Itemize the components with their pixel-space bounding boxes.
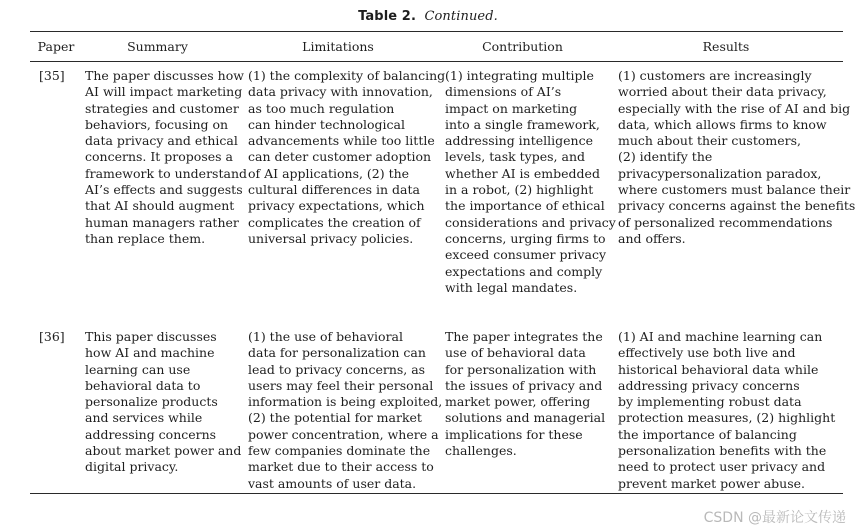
cell-line: AI will impact marketing	[85, 84, 243, 100]
cell-line: cultural differences in data	[248, 182, 420, 198]
cell-line: The paper discusses how	[85, 68, 244, 83]
cell-line: addressing privacy concerns	[618, 377, 800, 393]
cell-line: data privacy and ethical	[85, 133, 238, 149]
header-contribution: Contribution	[482, 39, 563, 54]
cell-line: (2) the potential for market	[248, 410, 422, 426]
cell-line: of AI applications, (2) the	[248, 165, 410, 181]
cell-line: AI’s effects and suggests	[85, 182, 243, 198]
cell-line: into a single framework,	[445, 116, 600, 132]
cell-line: protection measures, (2) highlight	[618, 410, 836, 426]
cell-line: need to protect user privacy and	[618, 459, 826, 475]
row-2-results	[618, 329, 835, 492]
cell-line: implications for these	[445, 426, 583, 442]
cell-line: personalize products	[85, 394, 218, 410]
cell-line: that AI should augment	[85, 198, 235, 214]
cell-line: privacypersonalization paradox,	[618, 165, 822, 181]
cell-line: much about their customers,	[618, 133, 802, 149]
cell-line: prevent market power abuse.	[618, 475, 805, 491]
cell-line: (1) AI and machine learning can	[618, 329, 823, 344]
cell-line: data for personalization can	[248, 345, 426, 361]
cell-line: users may feel their personal	[248, 377, 434, 393]
cell-line: concerns. It proposes a	[85, 149, 233, 165]
cell-line: where customers must balance their	[618, 182, 851, 198]
cell-line: market due to their access to	[248, 459, 434, 475]
cell-line: universal privacy policies.	[248, 230, 414, 246]
row-2-contribution	[445, 329, 605, 459]
cell-line: as too much regulation	[248, 100, 395, 116]
watermark: CSDN @最新论文传递	[703, 510, 846, 526]
cell-line: than replace them.	[85, 230, 206, 246]
cell-line: especially with the rise of AI and big	[618, 100, 851, 116]
cell-line: (1) customers are increasingly	[618, 68, 812, 83]
cell-line: framework to understand	[85, 165, 247, 181]
header-results: Results	[702, 39, 750, 54]
cell-line: behavioral data to	[85, 377, 201, 393]
cell-line: information is being exploited,	[248, 394, 443, 410]
top-rule	[30, 31, 843, 32]
cell-line: by implementing robust data	[618, 394, 802, 410]
row-2-summary	[85, 329, 241, 476]
cell-line: privacy concerns against the benefits	[618, 198, 856, 214]
cell-line: personalization benefits with the	[618, 443, 827, 459]
cell-line: (1) integrating multiple	[445, 68, 594, 83]
cell-line: impact on marketing	[445, 100, 578, 116]
header-paper: Paper	[37, 39, 75, 54]
cell-line: learning can use	[85, 361, 191, 377]
table-continued: Continued.	[424, 9, 498, 24]
cell-line: challenges.	[445, 443, 517, 459]
cell-line: can deter customer adoption	[248, 149, 432, 165]
cell-line: the importance of balancing	[618, 426, 797, 442]
cell-line: few companies dominate the	[248, 443, 431, 459]
cell-line: (1) the complexity of balancing	[248, 68, 446, 83]
cell-line: (2) identify the	[618, 149, 713, 165]
cell-line: addressing concerns	[85, 426, 217, 442]
table-caption	[0, 9, 856, 24]
cell-line: use of behavioral data	[445, 345, 586, 361]
cell-line: about market power and	[85, 443, 242, 459]
cell-line: for personalization with	[445, 361, 597, 377]
cell-line: strategies and customer	[85, 100, 239, 116]
cell-line: digital privacy.	[85, 459, 179, 475]
cell-line: advancements while too little	[248, 133, 435, 149]
cell-line: with legal mandates.	[445, 279, 578, 295]
cell-line: (1) the use of behavioral	[248, 329, 403, 344]
cell-line: and offers.	[618, 230, 686, 246]
cell-line: can hinder technological	[248, 116, 405, 132]
cell-line: market power, offering	[445, 394, 591, 410]
cell-line: of personalized recommendations	[618, 214, 833, 230]
cell-line: concerns, urging firms to	[445, 230, 606, 246]
row-1-contribution	[445, 68, 616, 296]
header-rule	[30, 61, 843, 62]
table-label: Table 2.	[358, 9, 416, 24]
header-summary: Summary	[127, 39, 188, 54]
row-1-summary	[85, 68, 247, 247]
cell-line: complicates the creation of	[248, 214, 421, 230]
cell-line: behaviors, focusing on	[85, 116, 229, 132]
cell-line: vast amounts of user data.	[248, 475, 417, 491]
cell-line: how AI and machine	[85, 345, 215, 361]
cell-line: This paper discusses	[85, 329, 217, 344]
cell-line: The paper integrates the	[445, 329, 603, 344]
cell-line: and services while	[85, 410, 203, 426]
cell-line: exceed consumer privacy	[445, 247, 607, 263]
cell-line: whether AI is embedded	[445, 165, 600, 181]
row-1-limitations	[248, 68, 445, 247]
cell-line: historical behavioral data while	[618, 361, 819, 377]
cell-line: lead to privacy concerns, as	[248, 361, 426, 377]
cell-line: solutions and managerial	[445, 410, 606, 426]
cell-line: power concentration, where a	[248, 426, 439, 442]
cell-line: addressing intelligence	[445, 133, 593, 149]
cell-line: human managers rather	[85, 214, 239, 230]
cell-line: dimensions of AI’s	[445, 84, 562, 100]
cell-line: data, which allows firms to know	[618, 116, 827, 132]
cell-line: considerations and privacy	[445, 214, 616, 230]
cell-line: the importance of ethical	[445, 198, 605, 214]
cell-line: expectations and comply	[445, 263, 603, 279]
row-2-paper: [36]	[39, 329, 65, 344]
header-limitations: Limitations	[302, 39, 374, 54]
cell-line: worried about their data privacy,	[618, 84, 827, 100]
row-1-results	[618, 68, 855, 247]
bottom-rule	[30, 493, 843, 494]
cell-line: effectively use both live and	[618, 345, 796, 361]
cell-line: privacy expectations, which	[248, 198, 425, 214]
cell-line: the issues of privacy and	[445, 377, 603, 393]
cell-line: in a robot, (2) highlight	[445, 182, 594, 198]
cell-line: levels, task types, and	[445, 149, 586, 165]
row-1-paper: [35]	[39, 68, 65, 83]
row-2-limitations	[248, 329, 442, 492]
cell-line: data privacy with innovation,	[248, 84, 433, 100]
